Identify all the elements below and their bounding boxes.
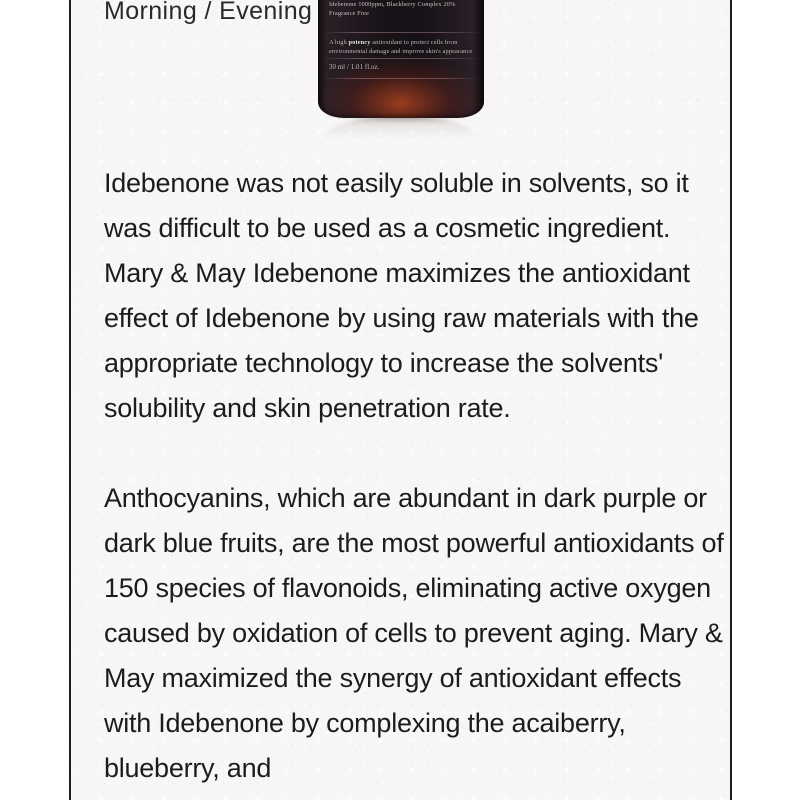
claim-suffix: antioxidant to protect cells from environmental damage and improve skin's appearance [329, 39, 473, 55]
label-divider-rule [324, 58, 478, 59]
description-paragraph: Anthocyanins, which are abundant in dark purple or dark blue fruits, are the most powerful antioxidants of 150 species of flavonoids, eliminating active oxygen caused by oxidation of cells to prevent aging. Mary & May maximized the synergy of antioxidant effects with Idebenone by complexing the acaiberry, blueberry, and [104, 483, 724, 783]
label-divider-rule [324, 78, 478, 79]
bottle-label-ingredients: Idebenone 1000ppm, Blackberry Complex 20% Fragrance Free [329, 1, 456, 17]
left-vertical-rule [69, 0, 71, 800]
bottle-label-volume: 30 ml / 1.01 fl.oz. [329, 64, 380, 71]
right-vertical-rule [730, 0, 732, 800]
left-gutter [0, 0, 69, 800]
right-gutter [732, 0, 800, 800]
label-divider-rule [324, 32, 478, 33]
description-paragraph: Idebenone was not easily soluble in solvents, so it was difficult to be used as a cosmetic ingredient. Mary & May Idebenone maximizes the antioxidant effect of Idebenone by using raw materials with the appropriate technology to increase the solvents' solubility and skin penetration rate. [104, 168, 699, 423]
claim-prefix: A high [329, 39, 349, 46]
body-copy [104, 161, 730, 791]
product-bottle-image [315, 0, 487, 130]
bottle-body [318, 0, 484, 118]
claim-emphasis: potency [348, 39, 371, 46]
bottle-label-claim [329, 38, 479, 56]
usage-heading: Morning / Evening [104, 0, 313, 25]
